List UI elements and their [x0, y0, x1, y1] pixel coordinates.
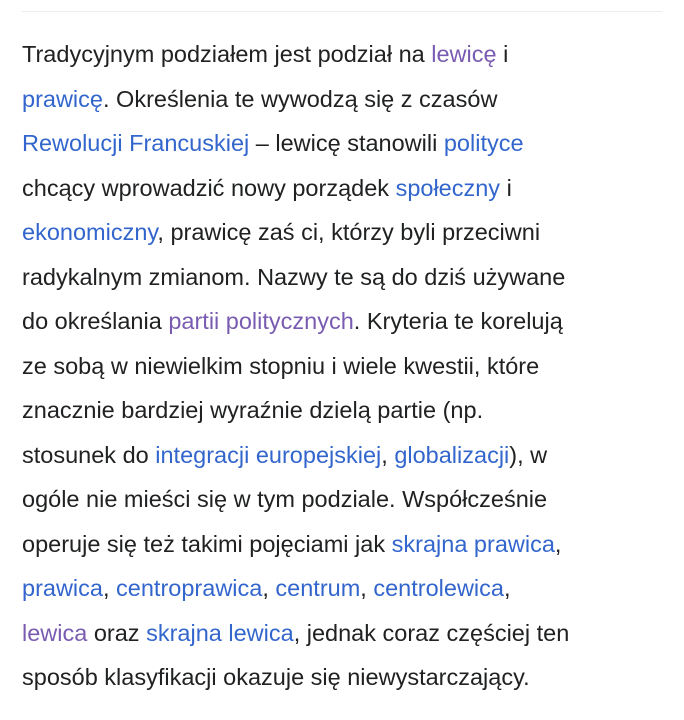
paragraph-text: stosunek do	[22, 441, 156, 468]
article-link[interactable]: skrajna lewica	[146, 619, 294, 646]
paragraph-text: ze sobą w niewielkim stopniu i wiele kwestii, które	[22, 352, 540, 379]
paragraph-text: ,	[360, 575, 374, 601]
paragraph-text: do określania	[22, 308, 169, 334]
article-link[interactable]: lewicę	[431, 41, 497, 67]
paragraph-line	[22, 301, 563, 341]
paragraph-line	[22, 390, 483, 430]
paragraph-text: sposób klasyfikacji okazuje się niewystarczający.	[22, 664, 530, 690]
paragraph-text: oraz	[87, 619, 147, 646]
paragraph-text: ogóle nie mieści się w tym podziale. Współcześnie	[22, 486, 548, 512]
paragraph-text: i	[496, 41, 509, 67]
article-link[interactable]: globalizacji	[394, 441, 510, 468]
article-link[interactable]: prawica	[22, 575, 103, 601]
article-link[interactable]: polityce	[443, 130, 524, 156]
article-link[interactable]: centrolewica	[373, 575, 504, 601]
paragraph-line	[22, 479, 547, 519]
paragraph-text: radykalnym zmianom. Nazwy te są do dziś używane	[22, 263, 566, 290]
paragraph-text: chcący wprowadzić nowy porządek	[22, 174, 396, 201]
article-link[interactable]: społeczny	[395, 174, 501, 201]
paragraph-line	[22, 613, 569, 653]
paragraph-text: i	[500, 174, 512, 201]
paragraph-text: ,	[262, 575, 276, 601]
paragraph-text: . Kryteria te korelują	[353, 308, 563, 334]
paragraph-line	[22, 123, 524, 163]
article-link[interactable]: prawicę	[22, 85, 103, 112]
paragraph-line	[22, 346, 539, 386]
paragraph-text: Tradycyjnym podziałem jest podział na	[22, 41, 432, 67]
paragraph-text: – lewicę stanowili	[249, 130, 444, 156]
paragraph-line	[22, 524, 561, 564]
paragraph-line	[22, 168, 512, 208]
article-link[interactable]: Rewolucji Francuskiej	[22, 130, 250, 156]
paragraph-line	[22, 212, 540, 252]
paragraph-line	[22, 257, 565, 297]
paragraph-text: operuje się też takimi pojęciami jak	[22, 530, 392, 557]
paragraph-text: , prawicę zaś ci, którzy byli przeciwni	[157, 219, 541, 245]
paragraph-text: , jednak coraz częściej ten	[293, 619, 570, 646]
article-link[interactable]: skrajna prawica	[391, 530, 555, 557]
paragraph-line	[22, 34, 508, 74]
paragraph-text: ,	[381, 441, 395, 468]
paragraph-text: ), w	[509, 441, 548, 468]
paragraph-line	[22, 568, 511, 608]
section-divider	[22, 11, 662, 12]
paragraph-line	[22, 435, 547, 475]
paragraph-text: ,	[102, 575, 117, 601]
article-link[interactable]: centroprawica	[116, 575, 263, 601]
article-link[interactable]: ekonomiczny	[22, 219, 158, 245]
paragraph-text: ,	[554, 530, 562, 557]
article-link[interactable]: partii politycznych	[168, 308, 354, 334]
article-link[interactable]: centrum	[275, 575, 361, 601]
paragraph-line	[22, 657, 530, 697]
paragraph-text: ,	[503, 575, 511, 601]
paragraph-text: znacznie bardziej wyraźnie dzielą partie (np.	[22, 397, 484, 423]
paragraph-text: . Określenia te wywodzą się z czasów	[102, 85, 498, 112]
article-link[interactable]: lewica	[22, 619, 88, 646]
paragraph-line	[22, 79, 497, 119]
article-link[interactable]: integracji europejskiej	[155, 441, 382, 468]
